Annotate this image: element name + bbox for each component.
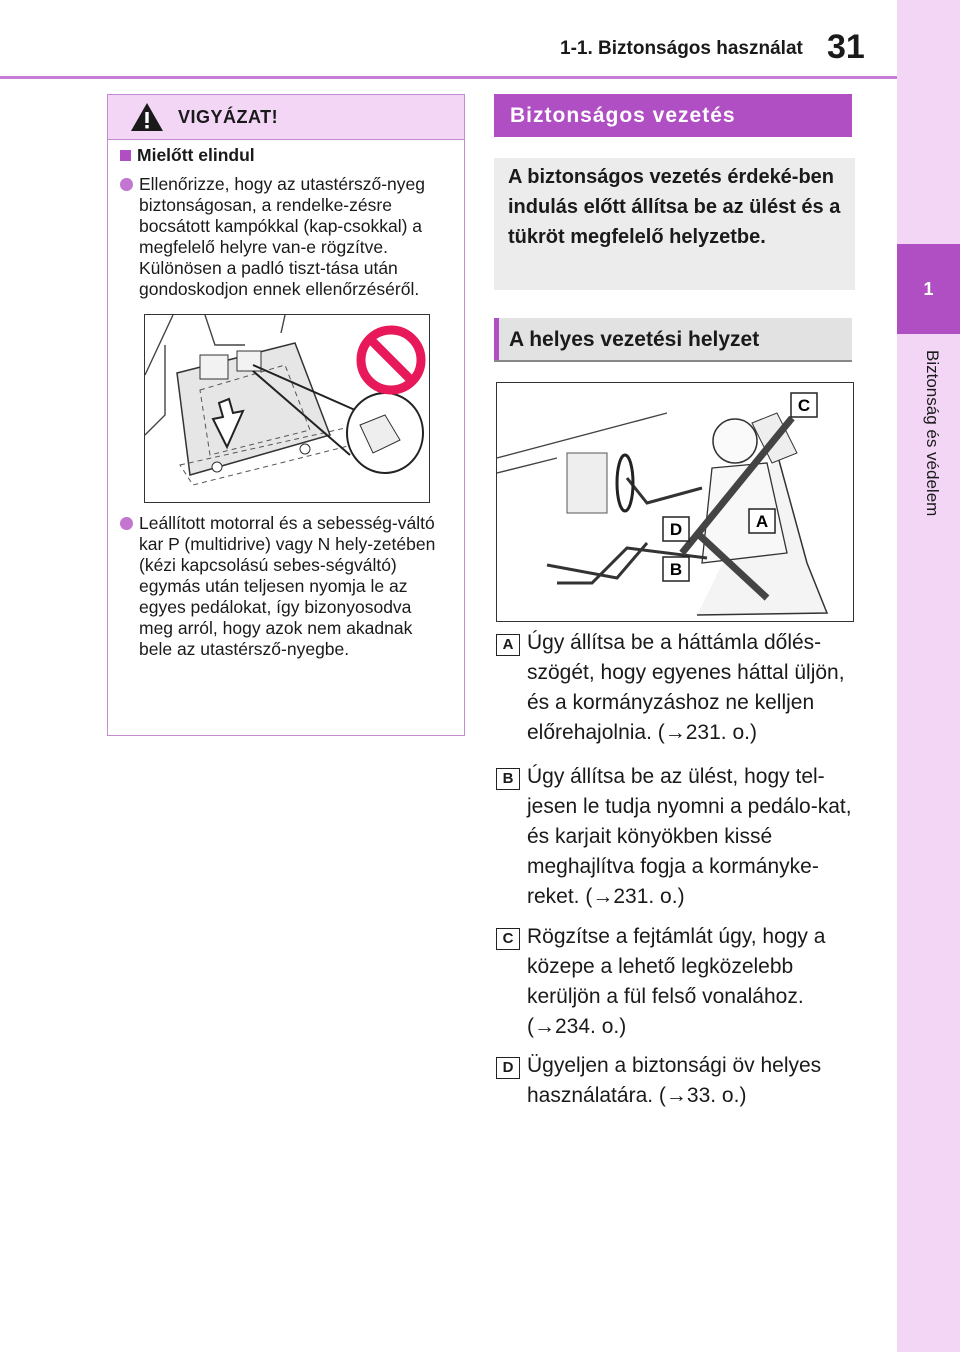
driving-position-illustration [496, 382, 854, 622]
floor-mat-drawing [145, 315, 429, 502]
item-label-box: C [496, 928, 520, 950]
chapter-number: 1 [897, 244, 960, 334]
header-divider [0, 76, 897, 79]
svg-text:D: D [669, 520, 683, 539]
bullet-dot-icon [120, 517, 133, 530]
header-title: 1-1. Biztonságos használat [560, 38, 803, 59]
driver-seat-drawing [497, 383, 853, 621]
item-text: Úgy állítsa be a háttámla dőlés-szögét, hogy egyenes háttal üljön, és a kormányzáshoz ne kelljen előrehajolnia. (→231. o.) [527, 631, 845, 744]
adjustment-item-a [496, 628, 856, 748]
item-label-box: D [496, 1057, 520, 1079]
item-label-box: A [496, 634, 520, 656]
warning-bullet [120, 513, 450, 660]
section-heading-driving-position: A helyes vezetési helyzet [494, 318, 852, 361]
adjustment-item-b [496, 762, 856, 912]
square-bullet-icon [120, 150, 131, 161]
figure-label-a [749, 509, 775, 533]
adjustment-item-c [496, 922, 856, 1042]
page-number: 31 [827, 28, 865, 66]
intro-text-box: A biztonságos vezetés érdeké-ben indulás előtt állítsa be az ülést és a tükröt megfelelő helyzetbe. [494, 158, 855, 290]
section-heading-safe-driving: Biztonságos vezetés [494, 94, 852, 137]
warning-bullet [120, 174, 450, 300]
bullet-dot-icon [120, 178, 133, 191]
chapter-title: Biztonság és védelem [923, 350, 942, 517]
item-text: Rögzítse a fejtámlát úgy, hogy a közepe a lehető legközelebb kerüljön a fül felső vonalához. (→234. o.) [527, 925, 826, 1038]
item-text: Ügyeljen a biztonsági öv helyes használatára. (→33. o.) [527, 1054, 822, 1107]
figure-label-c [791, 393, 817, 417]
section-heading-underline [494, 360, 852, 362]
warning-subheading [120, 145, 450, 166]
chapter-side-tab [897, 0, 960, 1352]
item-text: Úgy állítsa be az ülést, hogy tel-jesen le tudja nyomni a pedálo-kat, és karjait könyökben kissé meghajlítva fogja a kormányke-reket. (→231. o.) [527, 765, 852, 908]
figure-label-b [663, 557, 689, 581]
adjustment-item-d [496, 1051, 856, 1111]
floor-mat-illustration [144, 314, 430, 503]
figure-label-d [663, 517, 689, 541]
warning-bullet-text: Leállított motorral és a sebesség-váltó kar P (multidrive) vagy N hely-zetében (kézi kapcsolású sebes-ségváltó) egymás után teljesen nyomja le az egyes pedálokat, így bizonyosodva meg arról, hogy azok nem akadnak bele az utastérsző-nyegbe. [139, 513, 436, 659]
svg-text:C: C [797, 396, 811, 415]
warning-subheading-text: Mielőtt elindul [137, 145, 255, 165]
item-label-box: B [496, 768, 520, 790]
warning-triangle-icon [130, 102, 164, 132]
warning-bullet-text: Ellenőrizze, hogy az utastérsző-nyeg biztonságosan, a rendelke-zésre bocsátott kampókkal (kap-csokkal) a megfelelő helyre van-e rögzítve. Különösen a padló tiszt-tása után gondoskodjon ennek ellenőrzéséről. [139, 174, 425, 299]
warning-header [108, 95, 464, 140]
warning-title: VIGYÁZAT! [178, 106, 279, 127]
svg-text:B: B [669, 560, 683, 579]
svg-text:A: A [755, 512, 769, 531]
warning-box [107, 94, 465, 736]
